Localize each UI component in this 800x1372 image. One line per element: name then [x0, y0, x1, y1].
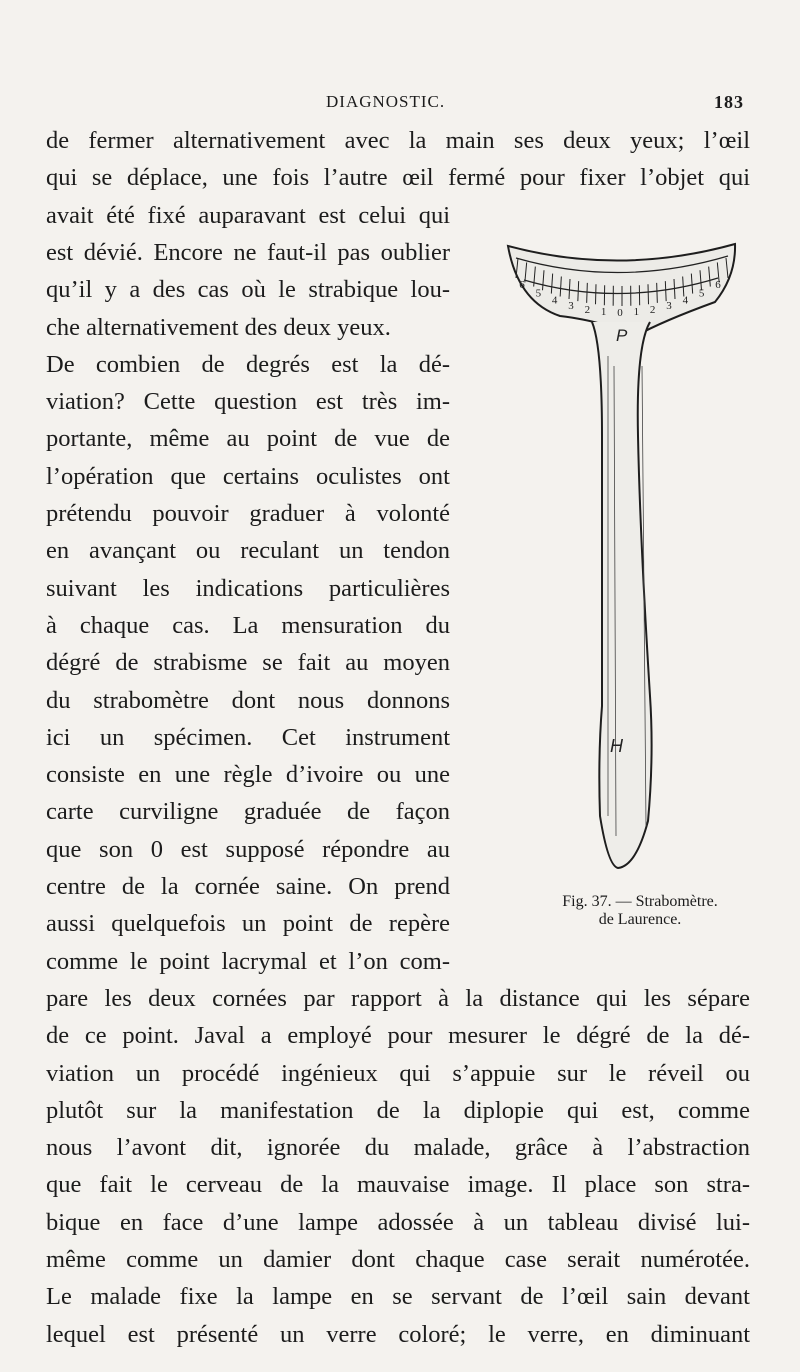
text-line: l’opération que certains oculistes ont: [46, 462, 450, 490]
running-head: [46, 92, 744, 118]
strabometer-figure: [490, 236, 760, 876]
text-line: prétendu pouvoir graduer à volonté: [46, 500, 450, 527]
text-line: comme le point lacrymal et l’on com-: [46, 947, 450, 975]
text-line: qui se déplace, une fois l’autre œil fermé pour fixer l’objet qui: [46, 164, 750, 192]
text-line: de fermer alternativement avec la main ses deux yeux; l’œil: [46, 127, 750, 154]
scale-number: 4: [551, 294, 558, 307]
text-line: est dévié. Encore ne faut-il pas oublier: [46, 238, 450, 266]
text-line: lequel est présenté un verre coloré; le verre, en diminuant: [46, 1320, 750, 1348]
text-line: pare les deux cornées par rapport à la distance qui les sépare: [46, 984, 750, 1012]
scale-number: 3: [666, 300, 672, 312]
text-line: qu’il y a des cas où le strabique lou-: [46, 276, 450, 304]
figure-label-p: P: [616, 326, 628, 345]
scale-number: 5: [535, 287, 542, 300]
scale-tick: [587, 283, 588, 303]
figure-label-h: H: [610, 736, 623, 756]
scale-number: 0: [617, 307, 623, 319]
scale-number: 3: [568, 300, 574, 312]
text-line: du strabomètre dont nous donnons: [46, 686, 450, 714]
text-line: che alternativement des deux yeux.: [46, 313, 391, 341]
text-line: bique en face d’une lampe adossée à un tableau divisé lui-: [46, 1208, 750, 1236]
text-line: que son 0 est supposé répondre au: [46, 835, 450, 863]
scale-tick: [596, 284, 597, 304]
running-title: DIAGNOSTIC.: [326, 92, 446, 111]
text-line: de ce point. Javal a employé pour mesurer le dégré de la dé-: [46, 1022, 750, 1050]
text-line: même comme un damier dont chaque case serait numérotée.: [46, 1246, 750, 1273]
scale-number: 5: [698, 287, 705, 300]
scale-number: 6: [519, 279, 525, 291]
text-line: De combien de degrés est la dé-: [46, 350, 450, 378]
text-line: à chaque cas. La mensuration du: [46, 611, 450, 639]
text-line: carte curviligne graduée de façon: [46, 798, 450, 826]
text-line: consiste en une règle d’ivoire ou une: [46, 761, 450, 789]
caption-line-2: de Laurence.: [598, 911, 682, 928]
page-number: 183: [714, 92, 744, 112]
scale-number: 1: [633, 306, 640, 319]
text-line: aussi quelquefois un point de repère: [46, 910, 450, 938]
caption-line-1: Fig. 37. — Strabomètre.: [562, 893, 718, 910]
scale-number: 1: [600, 306, 607, 319]
strabometer-illustration: [490, 236, 760, 876]
text-line: viation un procédé ingénieux qui s’appuie sur le réveil ou: [46, 1059, 750, 1087]
text-line: que fait le cerveau de la mauvaise image. Il place son stra-: [46, 1171, 750, 1199]
scale-number: 2: [649, 303, 656, 316]
text-line: Le malade fixe la lampe en se servant de l’œil sain devant: [46, 1283, 750, 1311]
text-line: centre de la cornée saine. On prend: [46, 873, 450, 900]
scale-number: 2: [584, 303, 591, 316]
scale-number: 6: [715, 279, 721, 291]
text-line: dégré de strabisme se fait au moyen: [46, 649, 450, 677]
text-line: suivant les indications particulières: [46, 574, 450, 602]
scale-number: 4: [682, 294, 689, 307]
scale-tick: [648, 284, 649, 304]
figure-caption: [505, 893, 775, 929]
text-line: en avançant ou reculant un tendon: [46, 537, 450, 565]
scale-tick: [657, 283, 658, 303]
text-line: ici un spécimen. Cet instrument: [46, 723, 450, 751]
text-line: avait été fixé auparavant est celui qui: [46, 201, 450, 229]
text-line: portante, même au point de vue de: [46, 425, 450, 453]
text-line: nous l’avont dit, ignorée du malade, grâce à l’abstraction: [46, 1134, 750, 1162]
text-line: viation? Cette question est très im-: [46, 388, 450, 416]
text-line: plutôt sur la manifestation de la diplopie qui est, comme: [46, 1096, 750, 1124]
